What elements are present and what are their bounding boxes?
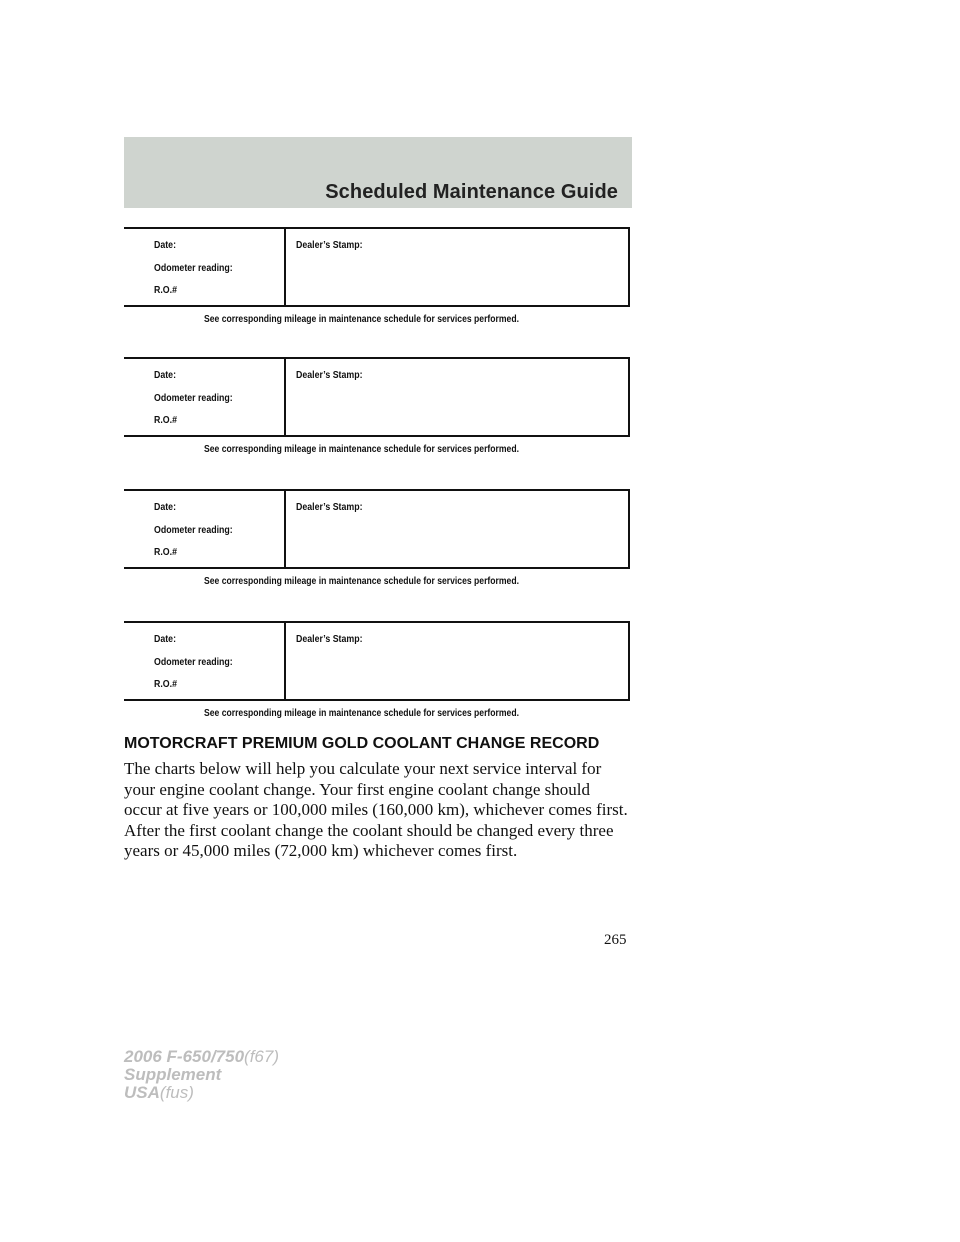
date-label: Date:	[154, 634, 177, 645]
record-divider	[284, 359, 286, 435]
date-label: Date:	[154, 502, 177, 513]
ro-number-label: R.O.#	[154, 547, 177, 558]
record-note: See corresponding mileage in maintenance schedule for services performed.	[204, 314, 519, 325]
body-line: The charts below will help you calculate your next service interval for	[124, 759, 602, 778]
dealer-stamp-label: Dealer’s Stamp:	[296, 240, 363, 251]
footer-model: 2006 F-650/750	[124, 1047, 245, 1066]
record-box	[124, 489, 630, 569]
footer-doc-type: Supplement	[124, 1065, 222, 1084]
record-note: See corresponding mileage in maintenance schedule for services performed.	[204, 444, 519, 455]
body-line: years or 45,000 miles (72,000 km) whichever comes first.	[124, 841, 518, 860]
dealer-stamp-label: Dealer’s Stamp:	[296, 502, 363, 513]
body-paragraph	[124, 759, 644, 862]
date-label: Date:	[154, 370, 177, 381]
footer-model-code: (f67)	[244, 1047, 280, 1066]
footer-line-doc	[124, 1066, 279, 1084]
date-label: Date:	[154, 240, 177, 251]
ro-number-label: R.O.#	[154, 285, 177, 296]
ro-number-label: R.O.#	[154, 679, 177, 690]
footer-market-code: (fus)	[159, 1083, 194, 1102]
header-band	[124, 137, 632, 208]
odometer-label: Odometer reading:	[154, 657, 233, 668]
odometer-label: Odometer reading:	[154, 263, 233, 274]
odometer-label: Odometer reading:	[154, 525, 233, 536]
footer-line-model	[124, 1048, 279, 1066]
footer-line-market	[124, 1084, 279, 1102]
dealer-stamp-label: Dealer’s Stamp:	[296, 370, 363, 381]
record-divider	[284, 623, 286, 699]
body-line: your engine coolant change. Your first engine coolant change should	[124, 779, 590, 799]
page-number: 265	[604, 932, 627, 948]
body-line: After the first coolant change the coolant should be changed every three	[124, 820, 614, 840]
section-heading: MOTORCRAFT PREMIUM GOLD COOLANT CHANGE RECORD	[124, 735, 600, 752]
footer-imprint	[124, 1048, 279, 1102]
record-note: See corresponding mileage in maintenance schedule for services performed.	[204, 576, 519, 587]
record-box	[124, 227, 630, 307]
record-note: See corresponding mileage in maintenance schedule for services performed.	[204, 708, 519, 719]
odometer-label: Odometer reading:	[154, 393, 233, 404]
footer-market: USA	[124, 1083, 160, 1102]
page-header-title: Scheduled Maintenance Guide	[325, 181, 618, 203]
service-record	[124, 621, 632, 719]
record-box	[124, 621, 630, 701]
ro-number-label: R.O.#	[154, 415, 177, 426]
service-record	[124, 489, 632, 587]
service-record	[124, 357, 632, 455]
service-record	[124, 227, 632, 325]
record-box	[124, 357, 630, 437]
dealer-stamp-label: Dealer’s Stamp:	[296, 634, 363, 645]
record-divider	[284, 491, 286, 567]
body-line: occur at five years or 100,000 miles (160,000 km), whichever comes first.	[124, 800, 628, 819]
record-divider	[284, 229, 286, 305]
